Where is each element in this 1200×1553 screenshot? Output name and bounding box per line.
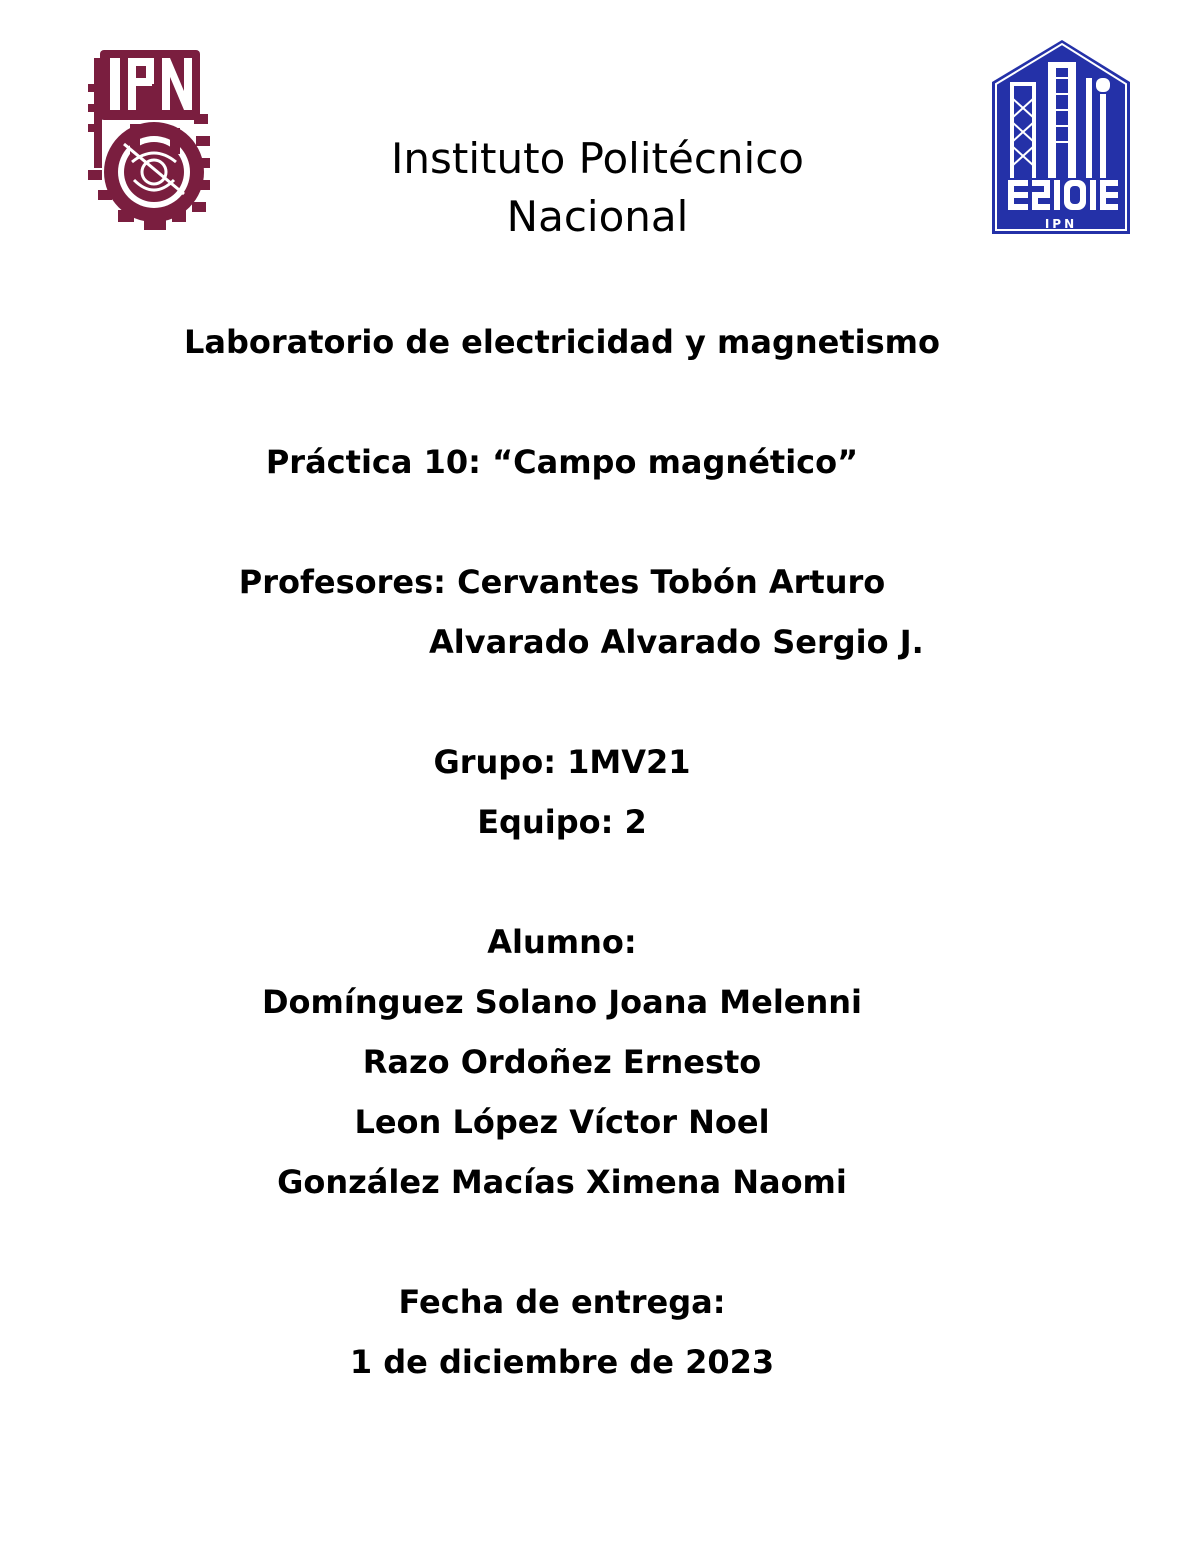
student-name: Razo Ordoñez Ernesto: [362, 1043, 762, 1081]
delivery-date-label: Fecha de entrega:: [398, 1283, 726, 1321]
students-label: Alumno:: [487, 923, 637, 961]
student-name: Leon López Víctor Noel: [354, 1103, 770, 1141]
practice-title: Práctica 10: “Campo magnético”: [265, 443, 859, 481]
student-name: González Macías Ximena Naomi: [277, 1163, 847, 1201]
esiqie-logo-subtext: IPN: [1044, 217, 1078, 231]
student-name: Domínguez Solano Joana Melenni: [261, 983, 863, 1021]
team-label: Equipo: 2: [477, 803, 647, 841]
lab-title: Laboratorio de electricidad y magnetismo: [184, 323, 940, 361]
group-label: Grupo: 1MV21: [433, 743, 691, 781]
professors-line-1: Profesores: Cervantes Tobón Arturo: [238, 563, 886, 601]
institution-name-line-1: Instituto Politécnico: [391, 134, 804, 183]
institution-name-line-2: Nacional: [506, 192, 689, 241]
delivery-date-value: 1 de diciembre de 2023: [349, 1343, 775, 1381]
professors-line-2: Alvarado Alvarado Sergio J.: [429, 623, 924, 661]
